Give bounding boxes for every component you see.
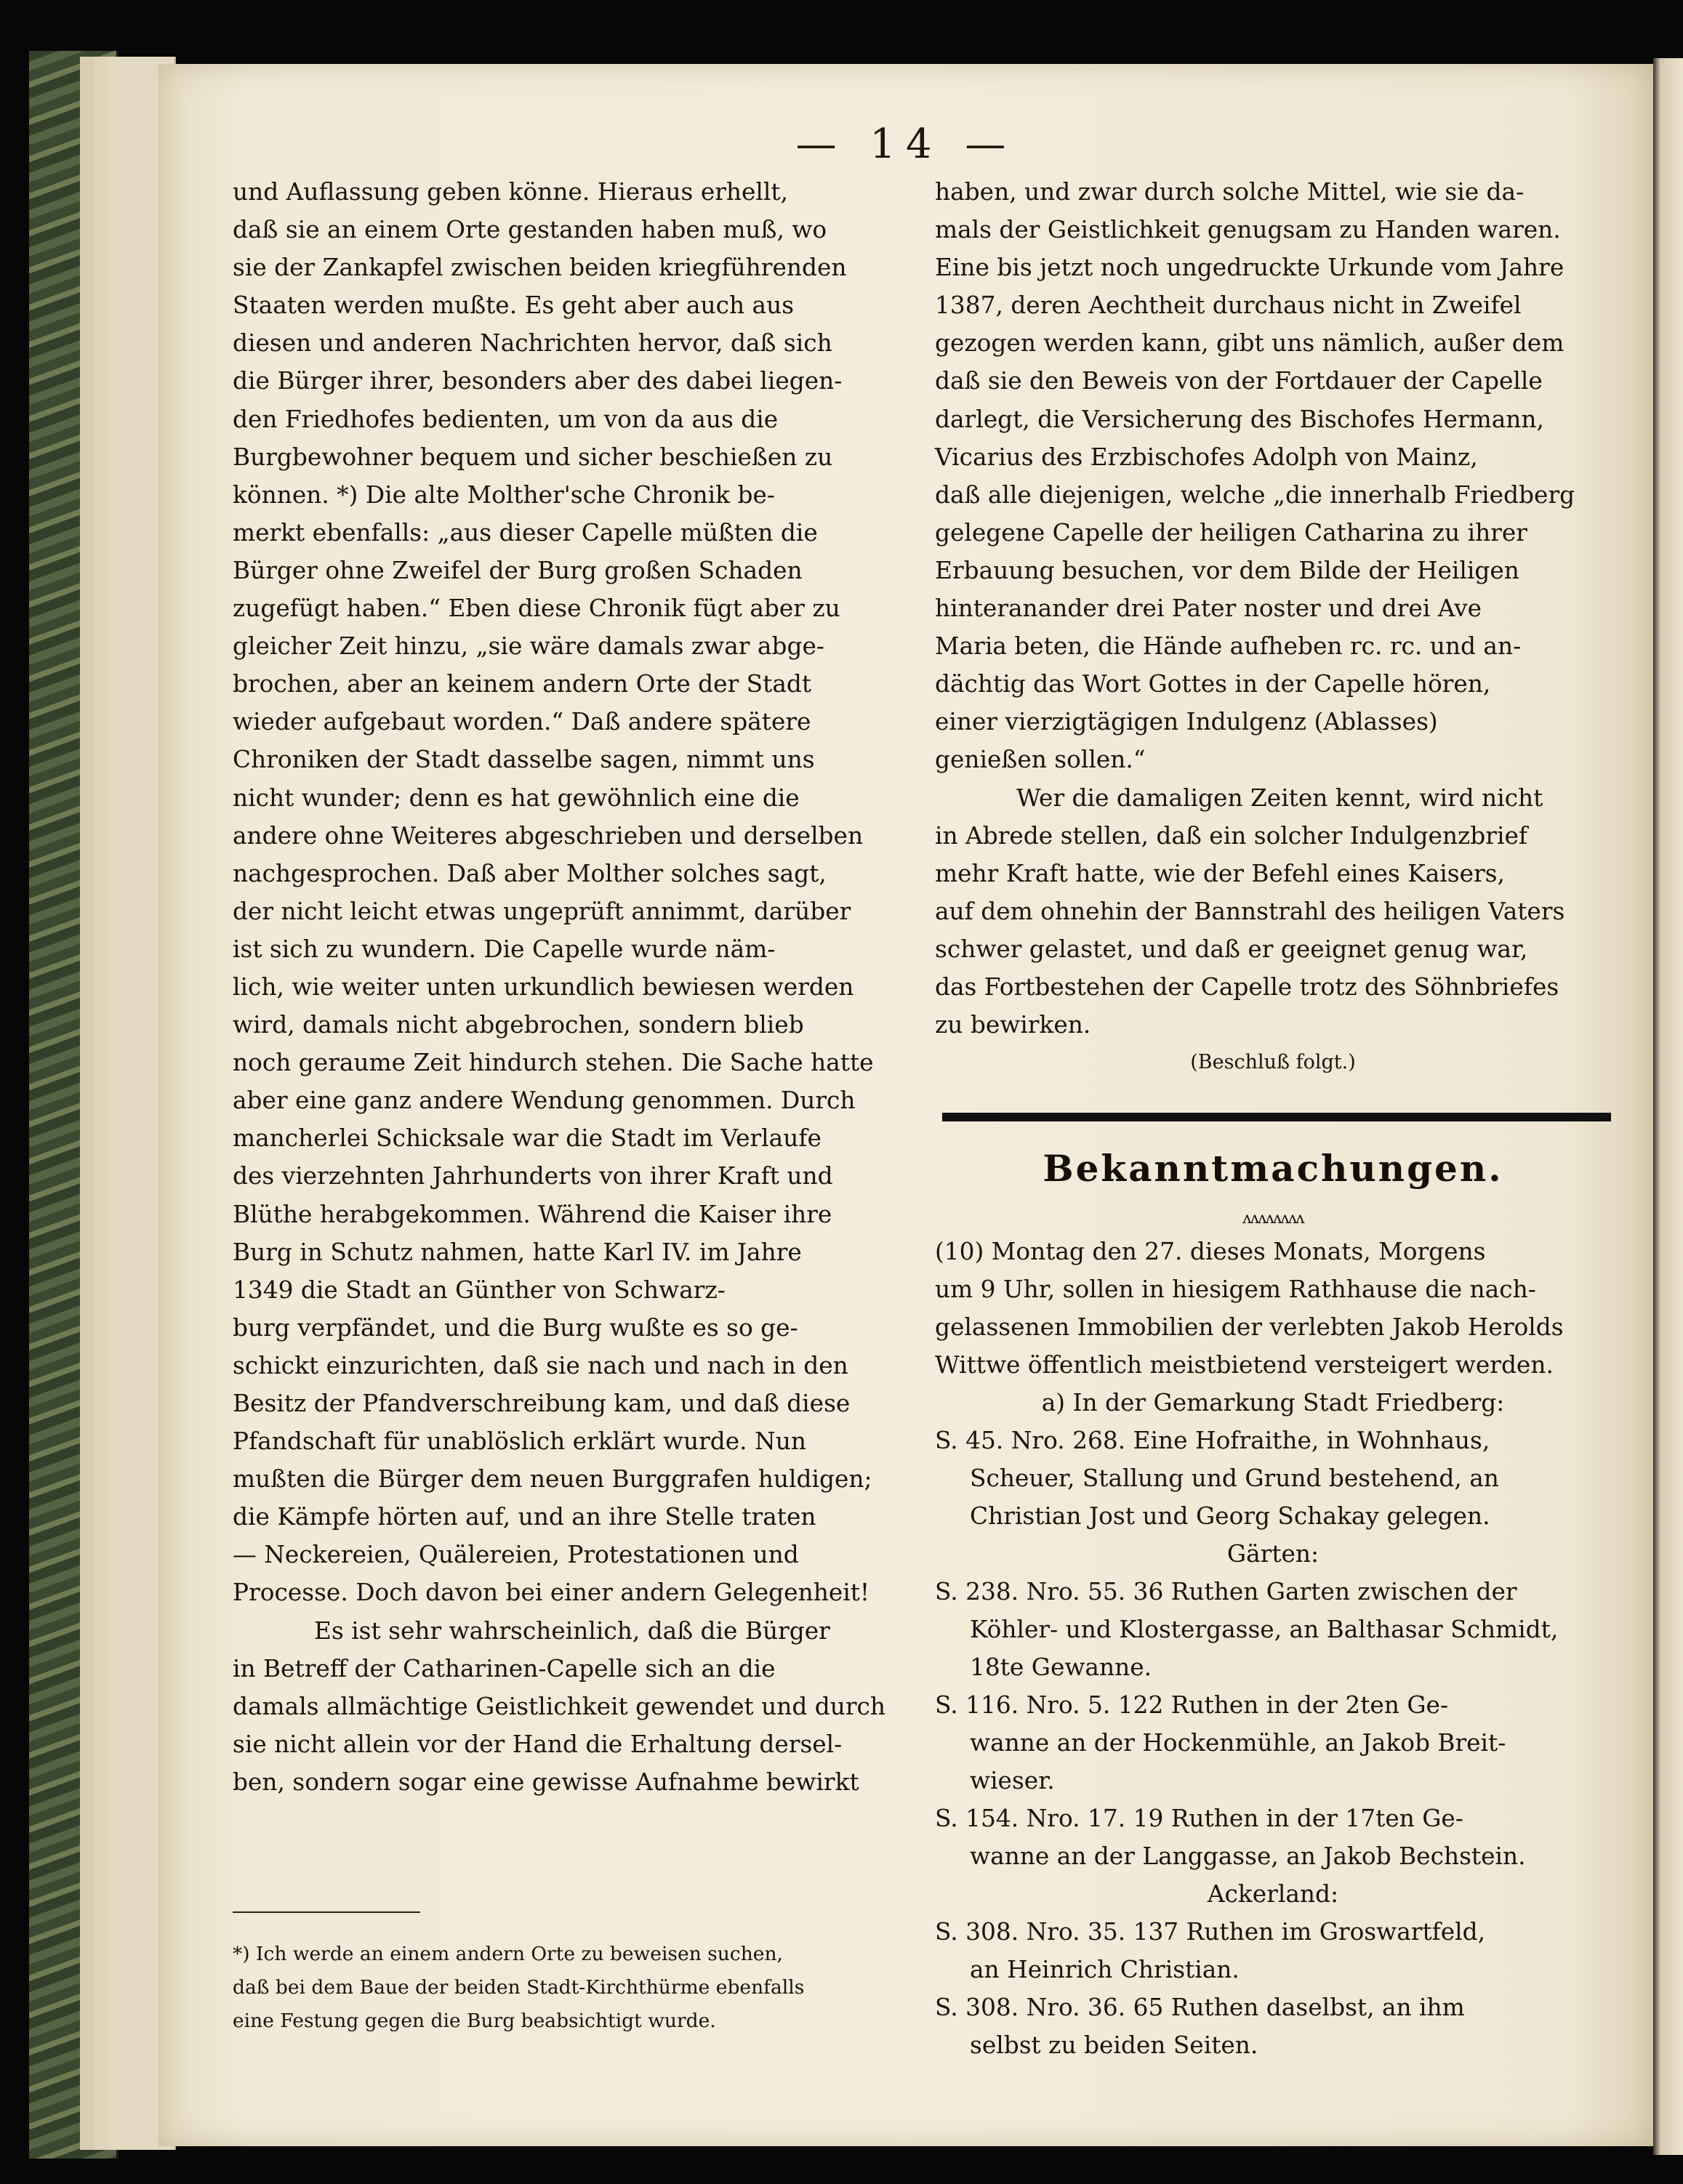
text-line: daß sie an einem Orte gestanden haben muß, wo [233,216,827,244]
text-line: schwer gelastet, und daß er geeignet genug war, [935,935,1528,963]
text-line: nachgesprochen. Daß aber Molther solches sagt, [233,859,827,887]
listing-line: Christian Jost und Georg Schakay gelegen. [970,1502,1490,1530]
listing-line: wanne an der Langgasse, an Jakob Bechstein. [970,1842,1526,1870]
text-line: einer vierzigtägigen Indulgenz (Ablasses) [935,708,1438,736]
text-line: Wer die damaligen Zeiten kennt, wird nicht [1016,783,1543,812]
text-line: mancherlei Schicksale war die Stadt im Verlaufe [233,1124,822,1153]
text-line: Maria beten, die Hände aufheben rc. rc. und an- [935,632,1522,661]
text-line: ist sich zu wundern. Die Capelle wurde näm- [233,935,776,963]
text-line: die Bürger ihrer, besonders aber des dabei liegen- [233,367,843,395]
text-line: damals allmächtige Geistlichkeit gewendet und durch [233,1692,886,1720]
listing-line: an Heinrich Christian. [970,1956,1240,1983]
text-line: die Kämpfe hörten auf, und an ihre Stelle traten [233,1503,816,1531]
text-line: genießen sollen.“ [935,746,1146,774]
text-line: daß alle diejenigen, welche „die innerhalb Friedberg [935,480,1575,509]
text-line: aber eine ganz andere Wendung genommen. Durch [233,1087,856,1115]
page-number: — 14 — [795,121,1016,168]
listing-line: S. 238. Nro. 55. 36 Ruthen Garten zwischen der [935,1578,1517,1605]
subsection-title: Ackerland: [1207,1880,1339,1908]
footnote-line: eine Festung gegen die Burg beabsichtigt wurde. [233,2010,716,2032]
text-line: in Betreff der Catharinen-Capelle sich an die [233,1654,776,1683]
listing-line: Köhler- und Klostergasse, an Balthasar Schmidt, [970,1616,1559,1643]
text-line: Burg in Schutz nahmen, hatte Karl IV. im Jahre [233,1238,802,1266]
listing-line: S. 45. Nro. 268. Eine Hofraithe, in Wohnhaus, [935,1427,1490,1454]
text-line: Bürger ohne Zweifel der Burg großen Schaden [233,556,803,584]
text-line: gezogen werden kann, gibt uns nämlich, außer dem [935,329,1564,358]
text-line: andere ohne Weiteres abgeschrieben und derselben [233,821,864,850]
listing-line: selbst zu beiden Seiten. [970,2031,1258,2059]
section-divider [942,1113,1611,1121]
text-line: schickt einzurichten, daß sie nach und nach in den [233,1351,848,1379]
text-line: und Auflassung geben könne. Hieraus erhellt, [233,178,789,206]
listing-line: S. 308. Nro. 36. 65 Ruthen daselbst, an ihm [935,1994,1465,2021]
listing-line: 18te Gewanne. [970,1653,1152,1681]
text-line: gleicher Zeit hinzu, „sie wäre damals zwar abge- [233,632,824,661]
footnote-rule [233,1911,420,1913]
listing-line: S. 308. Nro. 35. 137 Ruthen im Groswartfeld, [935,1918,1486,1946]
text-line: Erbauung besuchen, vor dem Bilde der Heiligen [935,556,1519,584]
listing-line: S. 154. Nro. 17. 19 Ruthen in der 17ten Ge- [935,1805,1463,1832]
text-line: Vicarius des Erzbischofes Adolph von Mainz, [935,443,1478,471]
text-line: um 9 Uhr, sollen in hiesigem Rathhause die nach- [935,1276,1536,1303]
text-line: gelassenen Immobilien der verlebten Jakob Herolds [935,1313,1564,1341]
text-line: Chroniken der Stadt dasselbe sagen, nimmt uns [233,746,815,774]
subsection-title: Gärten: [1226,1540,1320,1568]
text-line: 1387, deren Aechtheit durchaus nicht in Zweifel [935,291,1522,320]
text-line: zugefügt haben.“ Eben diese Chronik fügt aber zu [233,595,840,623]
text-line: darlegt, die Versicherung des Bischofes Hermann, [935,405,1544,433]
section-heading: a) In der Gemarkung Stadt Friedberg: [1041,1389,1505,1417]
text-line: brochen, aber an keinem andern Orte der Stadt [233,670,812,698]
text-line: das Fortbestehen der Capelle trotz des Söhnbriefes [935,972,1559,1001]
text-line: (10) Montag den 27. dieses Monats, Morgens [935,1238,1486,1265]
text-line: merkt ebenfalls: „aus dieser Capelle müßten die [233,518,818,547]
footnote [233,1938,919,2038]
text-line: Pfandschaft für unablöslich erklärt wurde. Nun [233,1427,806,1456]
text-line: nicht wunder; denn es hat gewöhnlich eine die [233,783,800,812]
text-line: Blüthe herabgekommen. Während die Kaiser ihre [233,1200,832,1228]
text-line: mußten die Bürger dem neuen Burggrafen huldigen; [233,1465,872,1494]
text-line: des vierzehnten Jahrhunderts von ihrer Kraft und [233,1162,833,1190]
text-line: mehr Kraft hatte, wie der Befehl eines Kaisers, [935,859,1505,887]
text-line: wird, damals nicht abgebrochen, sondern blieb [233,1011,804,1039]
announcements-body [935,1233,1611,2064]
text-line: können. *) Die alte Molther'sche Chronik be- [233,480,775,509]
listing-line: wanne an der Hockenmühle, an Jakob Breit- [970,1729,1506,1757]
text-line: haben, und zwar durch solche Mittel, wie sie da- [935,178,1525,206]
text-line: noch geraume Zeit hindurch stehen. Die Sache hatte [233,1049,874,1077]
text-line: Burgbewohner bequem und sicher beschießen zu [233,443,833,471]
text-line: 1349 die Stadt an Günther von Schwarz- [233,1276,726,1304]
footnote-line: *) Ich werde an einem andern Orte zu beweisen suchen, [233,1943,783,1965]
text-line: — Neckereien, Quälereien, Protestationen und [233,1541,799,1569]
listing-line: Scheuer, Stallung und Grund bestehend, an [970,1464,1499,1492]
text-line: dächtig das Wort Gottes in der Capelle hören, [935,670,1491,698]
text-line: in Abrede stellen, daß ein solcher Indulgenzbrief [935,821,1528,850]
text-line: diesen und anderen Nachrichten hervor, daß sich [233,329,832,358]
text-line: lich, wie weiter unten urkundlich bewiesen werden [233,972,854,1001]
continued-note: (Beschluß folgt.) [1190,1051,1356,1074]
text-line: mals der Geistlichkeit genugsam zu Handen waren. [935,216,1561,244]
text-line: Besitz der Pfandverschreibung kam, und daß diese [233,1390,851,1417]
text-line: burg verpfändet, und die Burg wußte es so ge- [233,1313,798,1342]
text-line: Es ist sehr wahrscheinlich, daß die Bürger [314,1616,830,1645]
text-line: Wittwe öffentlich meistbietend versteigert werden. [935,1351,1554,1379]
listing-line: S. 116. Nro. 5. 122 Ruthen in der 2ten Ge- [935,1691,1449,1719]
text-line: sie nicht allein vor der Hand die Erhaltung dersel- [233,1730,843,1758]
book-page [158,64,1653,2146]
right-column [935,173,1611,1081]
left-column [233,173,919,1801]
ornament: ʌʌʌʌʌʌʌʌ [1242,1209,1304,1228]
text-line: daß sie den Beweis von der Fortdauer der Capelle [935,367,1543,395]
text-line: der nicht leicht etwas ungeprüft annimmt, darüber [233,897,851,925]
text-line: auf dem ohnehin der Bannstrahl des heiligen Vaters [935,897,1565,925]
announcements-heading: Bekanntmachungen. [1043,1147,1503,1190]
text-line: Eine bis jetzt noch ungedruckte Urkunde vom Jahre [935,254,1564,282]
text-line: Staaten werden mußte. Es geht aber auch aus [233,291,795,320]
text-line: wieder aufgebaut worden.“ Daß andere spätere [233,708,811,736]
footnote-line: daß bei dem Baue der beiden Stadt-Kirchthürme ebenfalls [233,1976,805,1999]
facing-page-edge [1653,58,1683,2155]
text-line: ben, sondern sogar eine gewisse Aufnahme bewirkt [233,1768,859,1796]
text-line: Processe. Doch davon bei einer andern Gelegenheit! [233,1579,870,1607]
text-line: hinteranander drei Pater noster und drei Ave [935,595,1482,623]
listing-line: wieser. [970,1767,1055,1794]
text-line: zu bewirken. [935,1011,1091,1039]
text-line: den Friedhofes bedienten, um von da aus die [233,405,779,433]
text-line: sie der Zankapfel zwischen beiden kriegführenden [233,254,847,282]
text-line: gelegene Capelle der heiligen Catharina zu ihrer [935,518,1527,547]
